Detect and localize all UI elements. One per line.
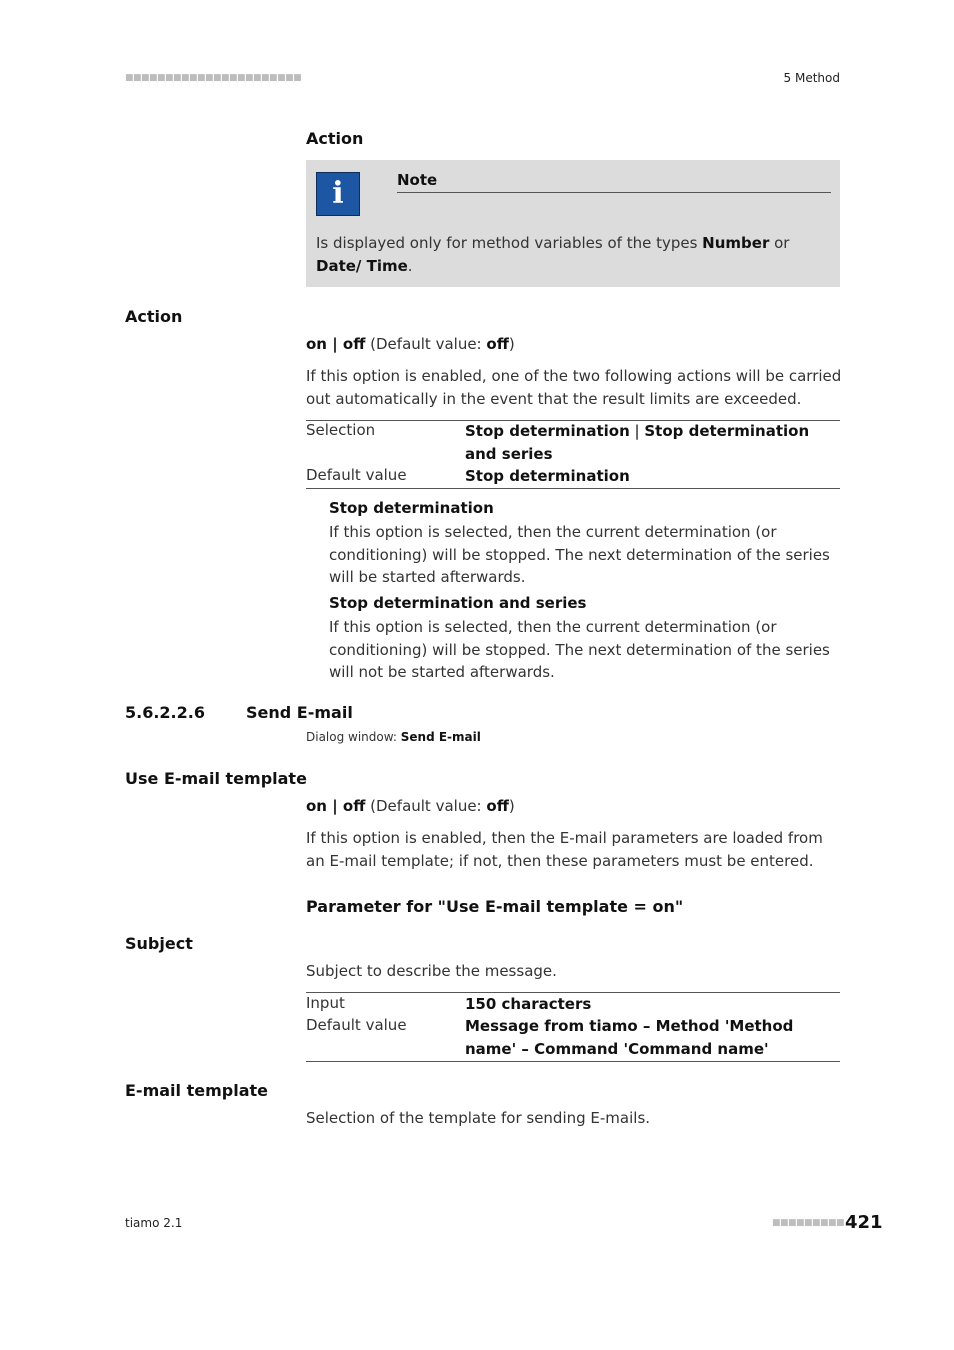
note-divider (397, 192, 831, 193)
footer-marks: ■■■■■■■■■ (772, 1218, 845, 1228)
section-number: 5.6.2.2.6 (125, 703, 205, 722)
option-title: Stop determination and series (329, 594, 587, 612)
use-template-options-line: on | off (Default value: off) (306, 797, 515, 815)
table-bottom-rule (306, 1061, 840, 1062)
table-label-input: Input (306, 994, 345, 1012)
email-template-label: E-mail template (125, 1081, 268, 1100)
action-options-line: on | off (Default value: off) (306, 335, 515, 353)
option-title: Stop determination (329, 499, 494, 517)
subject-description: Subject to describe the message. (306, 962, 557, 980)
table-label-default: Default value (306, 1016, 407, 1034)
subject-label: Subject (125, 934, 193, 953)
parameter-subheading: Parameter for "Use E-mail template = on" (306, 897, 684, 916)
note-title: Note (397, 171, 438, 189)
page-number: 421 (845, 1212, 883, 1233)
section-title: Send E-mail (246, 703, 353, 722)
action-heading: Action (306, 129, 364, 148)
table-value-input: 150 characters (465, 995, 592, 1013)
product-name: tiamo 2.1 (125, 1216, 183, 1230)
table-value-selection: Stop determination | Stop determination and series (465, 422, 810, 463)
table-label-selection: Selection (306, 421, 376, 439)
table-bottom-rule (306, 488, 840, 489)
header-marks: ■■■■■■■■■■■■■■■■■■■■■■ (125, 73, 302, 83)
use-template-description: If this option is enabled, then the E-mail parameters are loaded from an E-mail template; if not, then these parameters must be entered. (306, 829, 823, 870)
option-text: If this option is selected, then the current determination (or conditioning) will be stopped. The next determination of the series will be started afterwards. (329, 523, 830, 586)
table-value-default: Stop determination (465, 467, 630, 485)
dialog-window-line: Dialog window: Send E-mail (306, 730, 481, 744)
action-description: If this option is enabled, one of the two following actions will be carried out automatically in the event that the result limits are exceeded. (306, 367, 842, 408)
info-icon: i (316, 172, 360, 216)
table-label-default: Default value (306, 466, 407, 484)
use-template-label: Use E-mail template (125, 769, 307, 788)
chapter-title: 5 Method (783, 71, 840, 85)
action-param-label: Action (125, 307, 183, 326)
note-box (306, 160, 840, 287)
table-value-default: Message from tiamo – Method 'Method name' – Command 'Command name' (465, 1017, 794, 1058)
email-template-description: Selection of the template for sending E-mails. (306, 1109, 651, 1127)
note-text: Is displayed only for method variables of the types Number or Date/ Time. (316, 234, 790, 275)
option-text: If this option is selected, then the current determination (or conditioning) will be stopped. The next determination of the series will not be started afterwards. (329, 618, 830, 681)
